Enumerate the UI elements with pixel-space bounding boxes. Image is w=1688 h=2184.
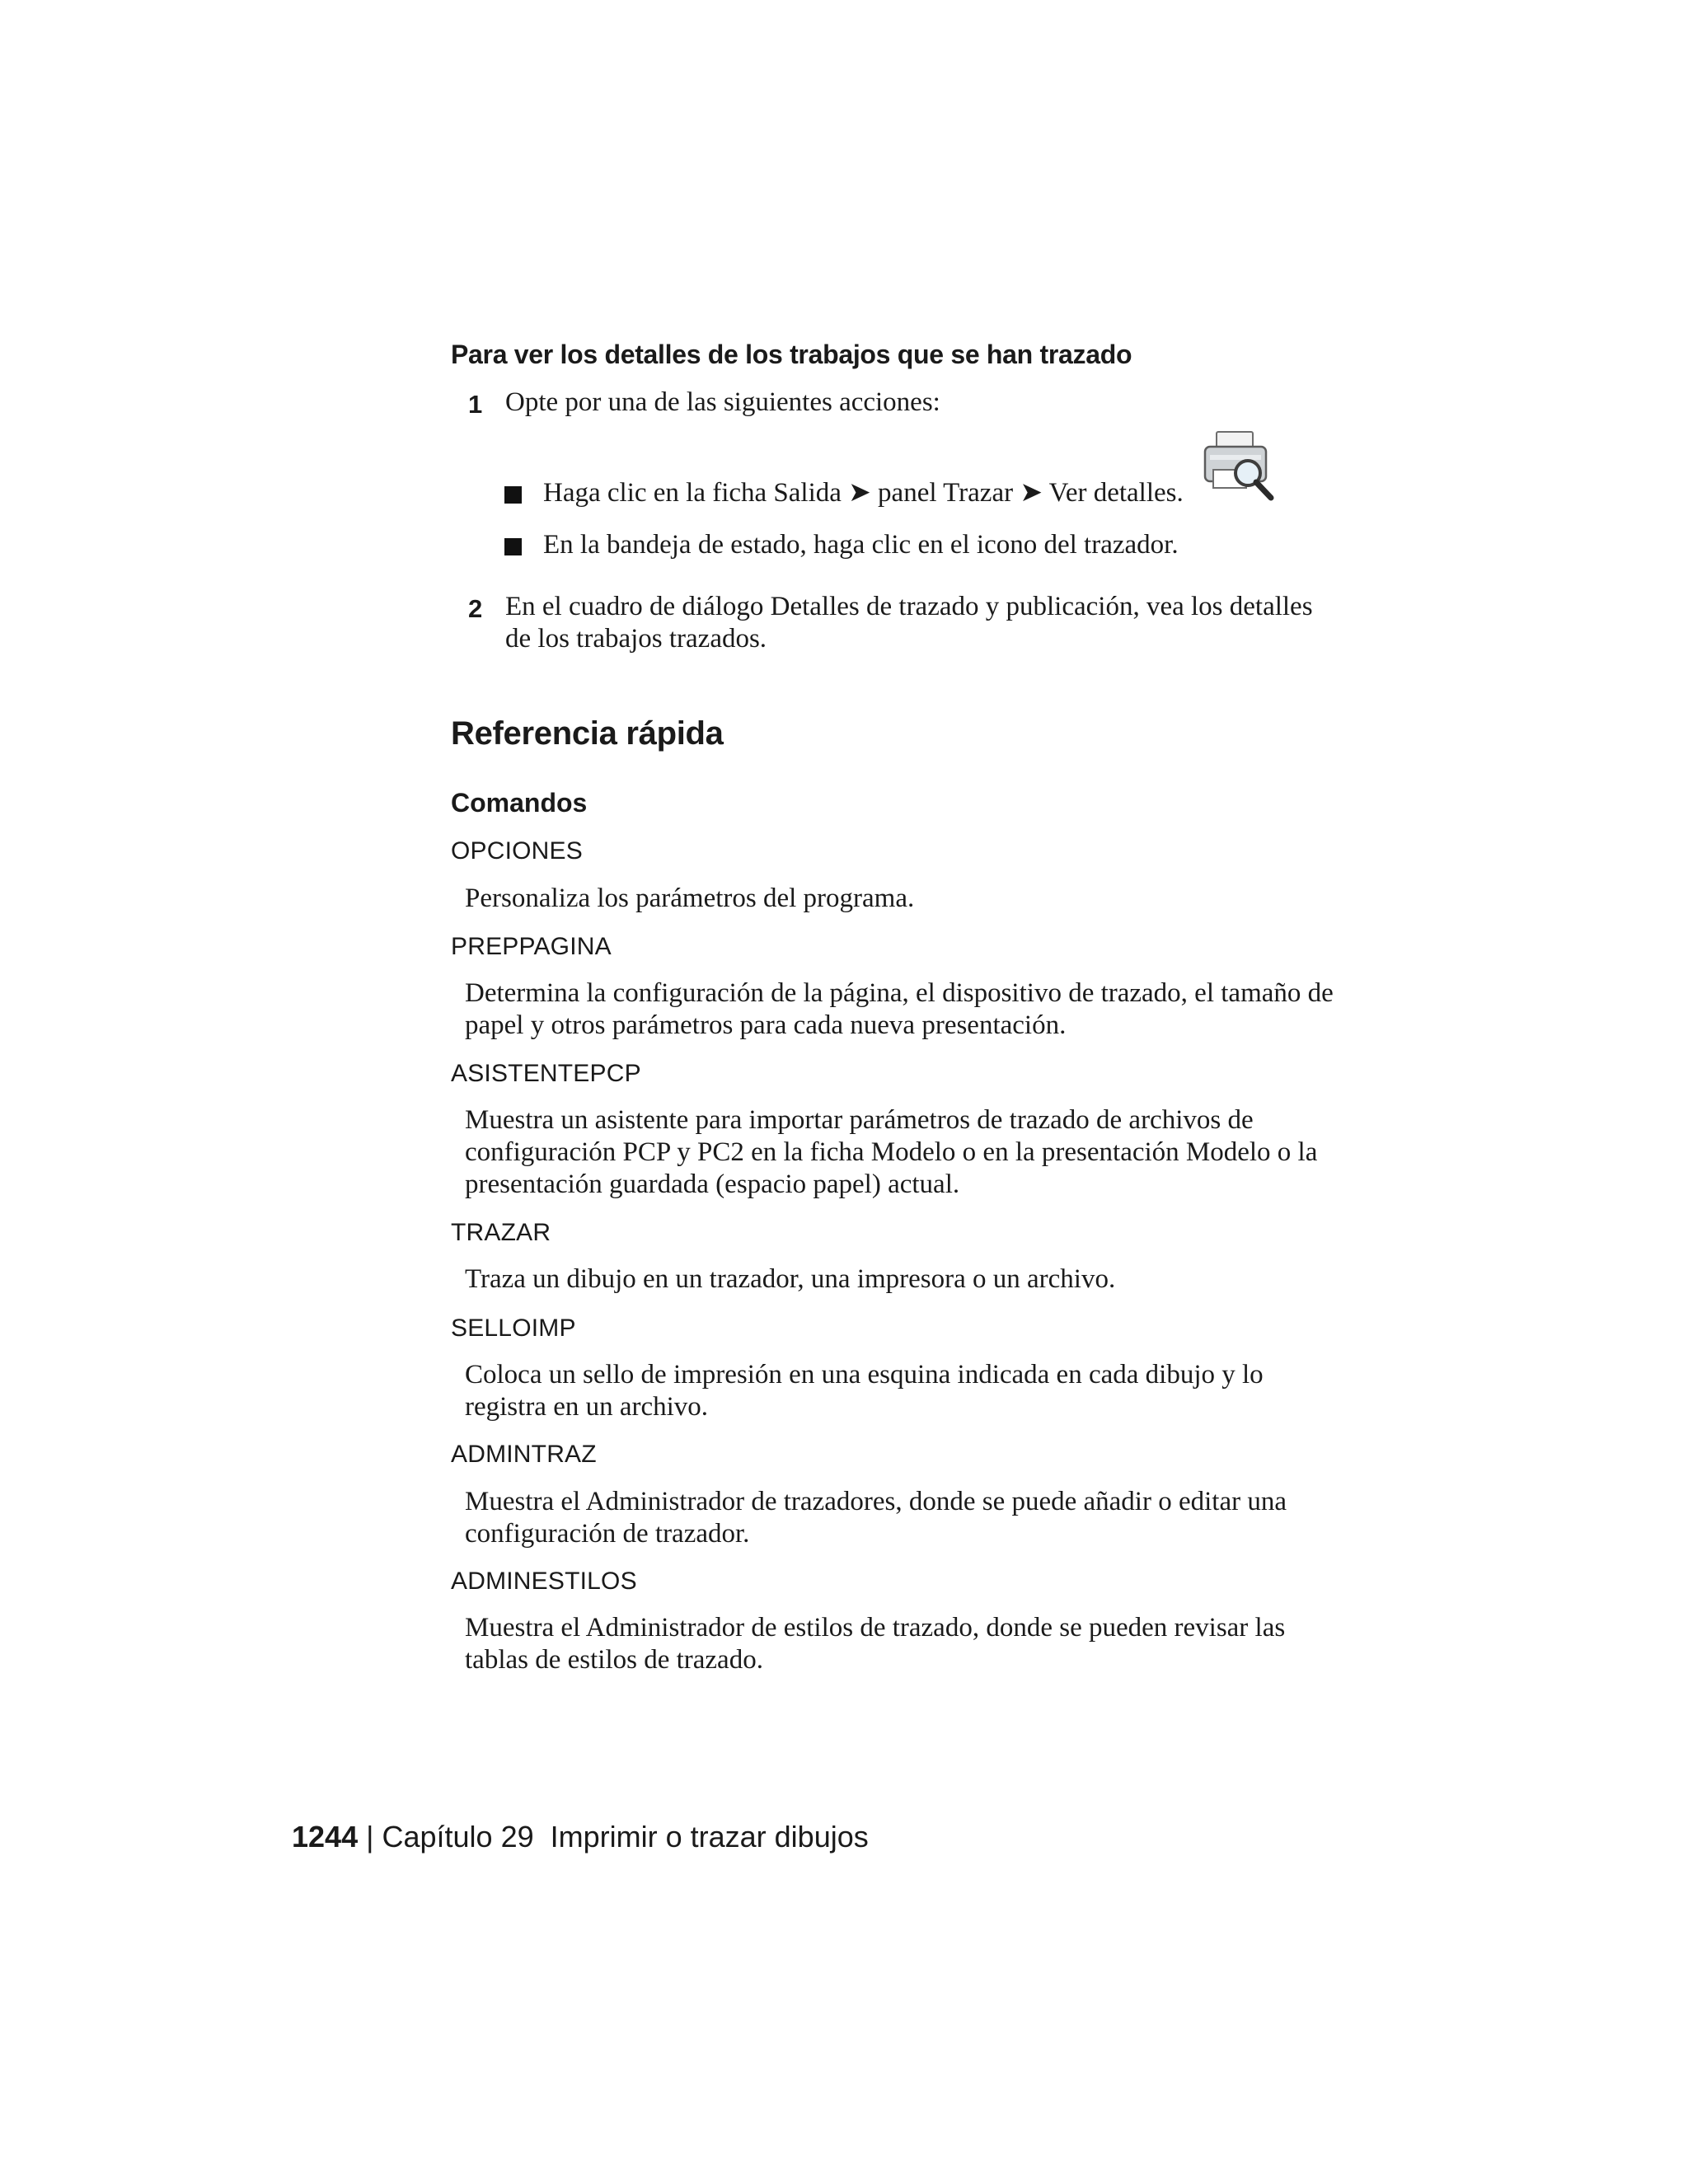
chapter-label: Capítulo 29 bbox=[382, 1820, 534, 1854]
command-name: SELLOIMP bbox=[451, 1315, 576, 1342]
command-description: Muestra el Administrador de estilos de trazado, donde se pueden revisar las tablas de estilos de trazado. bbox=[465, 1613, 1286, 1675]
command-name: ASISTENTEPCP bbox=[451, 1060, 641, 1087]
command-name: OPCIONES bbox=[451, 837, 583, 865]
page-footer bbox=[292, 1820, 869, 1854]
command-description: Coloca un sello de impresión en una esquina indicada en cada dibujo y lo registra en un archivo. bbox=[465, 1360, 1264, 1422]
bullet-square-icon bbox=[504, 538, 522, 555]
bullet-square-icon bbox=[504, 486, 522, 504]
command-description: Personaliza los parámetros del programa. bbox=[465, 883, 915, 913]
step-number: 2 bbox=[468, 594, 483, 623]
command-description: Muestra un asistente para importar parámetros de trazado de archivos de configuración PCP y PC2 en la ficha Modelo o en la presentación Modelo o la presentación guardada (espacio papel) actual. bbox=[465, 1105, 1318, 1199]
command-description: Determina la configuración de la página, el dispositivo de trazado, el tamaño de papel y otros parámetros para cada nueva presentación. bbox=[465, 978, 1334, 1040]
chapter-title: Imprimir o trazar dibujos bbox=[550, 1820, 869, 1854]
section-heading: Referencia rápida bbox=[451, 715, 724, 752]
plot-details-printer-magnifier-icon bbox=[1202, 427, 1276, 503]
command-name: ADMINTRAZ bbox=[451, 1441, 597, 1468]
step-text: Opte por una de las siguientes acciones: bbox=[505, 387, 940, 417]
command-name: ADMINESTILOS bbox=[451, 1568, 637, 1595]
bullet-text: Haga clic en la ficha Salida ➤ panel Trazar ➤ Ver detalles. bbox=[543, 478, 1184, 508]
subsection-heading: Comandos bbox=[451, 788, 588, 818]
command-name: PREPPAGINA bbox=[451, 933, 612, 960]
footer-separator: | bbox=[366, 1820, 374, 1854]
command-description: Traza un dibujo en un trazador, una impresora o un archivo. bbox=[465, 1264, 1116, 1294]
step-number: 1 bbox=[468, 390, 483, 419]
bullet-text: En la bandeja de estado, haga clic en el icono del trazador. bbox=[543, 530, 1179, 560]
procedure-title: Para ver los detalles de los trabajos que se han trazado bbox=[451, 340, 1132, 369]
command-name: TRAZAR bbox=[451, 1219, 551, 1246]
step-text: En el cuadro de diálogo Detalles de trazado y publicación, vea los detalles de los trabajos trazados. bbox=[505, 592, 1313, 654]
command-description: Muestra el Administrador de trazadores, donde se puede añadir o editar una configuración de trazador. bbox=[465, 1487, 1287, 1549]
page-number: 1244 bbox=[292, 1820, 359, 1854]
